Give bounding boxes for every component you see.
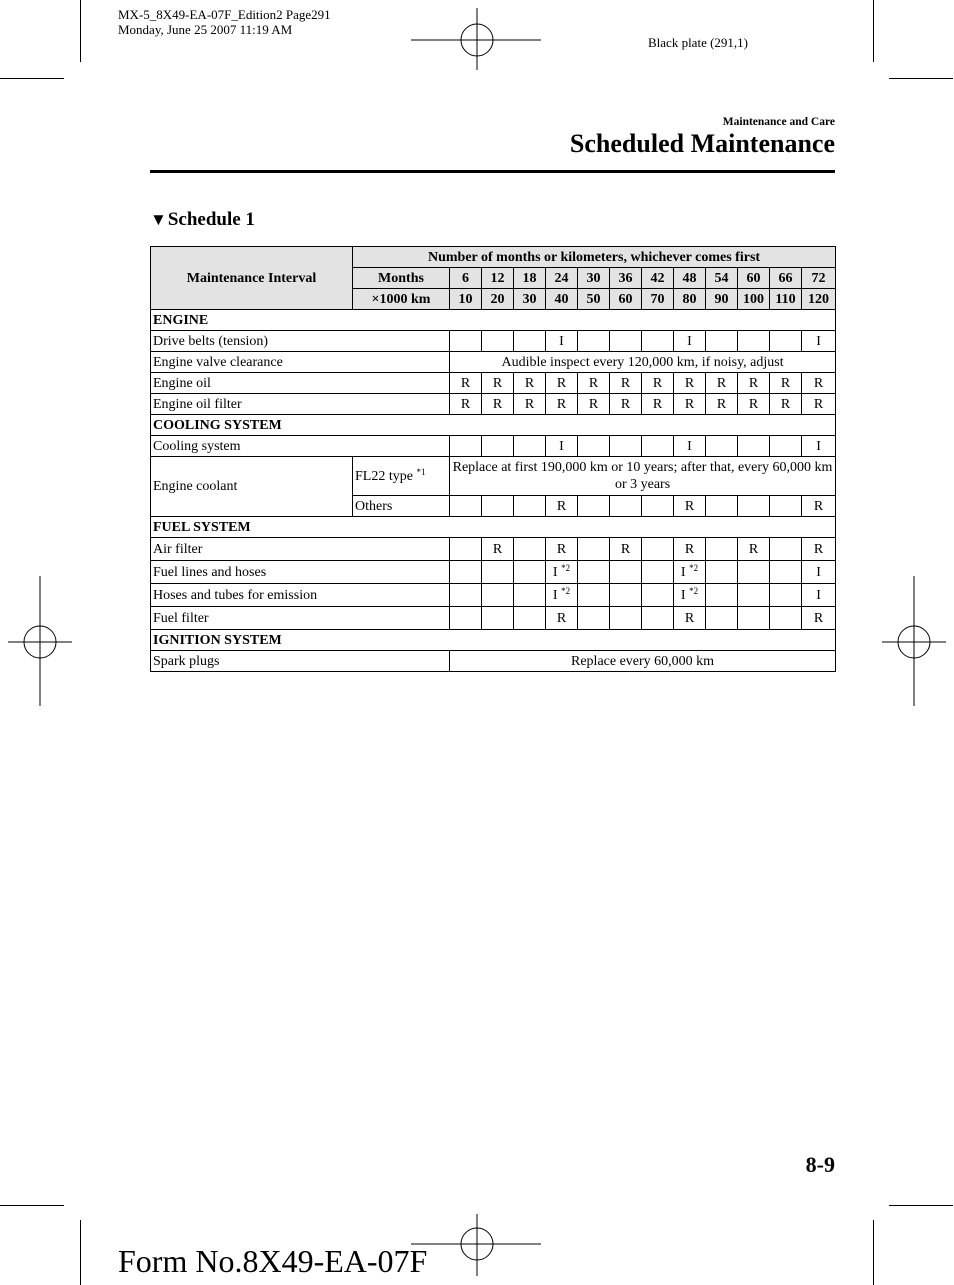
group-fuel: FUEL SYSTEM <box>151 517 836 538</box>
slug-plate: Black plate (291,1) <box>648 35 748 50</box>
group-ignition: IGNITION SYSTEM <box>151 630 836 651</box>
crop-mark <box>873 0 874 62</box>
group-row-cooling <box>151 415 836 436</box>
code-cell: R <box>802 373 836 394</box>
code-cell: R <box>738 373 770 394</box>
table-header-row <box>151 247 836 268</box>
page-title: Scheduled Maintenance <box>569 129 835 158</box>
group-row-engine <box>151 310 836 331</box>
fl22-label: FL22 type <box>355 468 413 484</box>
crop-mark <box>0 78 64 79</box>
table-row <box>151 373 836 394</box>
table-row <box>151 457 836 496</box>
code-cell: R <box>578 394 610 415</box>
section-label: Maintenance and Care <box>722 116 835 128</box>
code-cell: R <box>546 373 578 394</box>
item-cooling-system: Cooling system <box>151 436 450 457</box>
code-cell: I <box>546 331 578 352</box>
code-cell: I <box>802 584 836 607</box>
code-cell: R <box>610 394 642 415</box>
km-cell: 70 <box>642 289 674 310</box>
km-cell: 30 <box>514 289 546 310</box>
crop-mark <box>889 1205 953 1206</box>
code-cell: R <box>578 373 610 394</box>
schedule-heading <box>150 209 255 231</box>
table-row <box>151 651 836 672</box>
km-cell: 50 <box>578 289 610 310</box>
code-cell: R <box>738 394 770 415</box>
note-mark: *1 <box>416 466 426 477</box>
code-cell: R <box>546 496 578 517</box>
month-cell: 6 <box>450 268 482 289</box>
item-fuel-lines: Fuel lines and hoses <box>151 561 450 584</box>
slug-timestamp: Monday, June 25 2007 11:19 AM <box>118 22 293 37</box>
code-cell: R <box>610 373 642 394</box>
registration-mark-bottom <box>411 1214 543 1276</box>
table-row <box>151 331 836 352</box>
code-cell: R <box>610 538 642 561</box>
code-cell: R <box>482 373 514 394</box>
slug-filename: MX-5_8X49-EA-07F_Edition2 Page291 <box>118 7 331 22</box>
registration-mark-right <box>882 576 946 706</box>
code-cell: I $^{*2}$ <box>674 584 706 607</box>
interval-header: Maintenance Interval <box>151 247 353 310</box>
code-cell: I $^{*2}$ <box>546 584 578 607</box>
code-cell: R <box>770 373 802 394</box>
print-slug <box>118 7 331 37</box>
note-mark: *2 <box>561 585 571 596</box>
code-cell: R <box>706 394 738 415</box>
km-cell: 40 <box>546 289 578 310</box>
header-rule <box>150 170 835 173</box>
code-cell: R <box>706 373 738 394</box>
code-cell: I <box>546 436 578 457</box>
fl22-note: Replace at first 190,000 km or 10 years; after that, every 60,000 km or 3 years <box>450 457 836 496</box>
km-cell: 10 <box>450 289 482 310</box>
item-engine-oil-filter: Engine oil filter <box>151 394 450 415</box>
note-mark: *2 <box>689 562 699 573</box>
code-cell: I <box>802 331 836 352</box>
km-cell: 80 <box>674 289 706 310</box>
code-cell: R <box>450 394 482 415</box>
note-mark: *2 <box>561 562 571 573</box>
month-cell: 36 <box>610 268 642 289</box>
code-cell: I <box>674 436 706 457</box>
table-row <box>151 394 836 415</box>
item-hoses-emission: Hoses and tubes for emission <box>151 584 450 607</box>
code-cell: R <box>482 394 514 415</box>
month-cell: 18 <box>514 268 546 289</box>
km-cell: 120 <box>802 289 836 310</box>
item-valve-clearance: Engine valve clearance <box>151 352 450 373</box>
month-cell: 12 <box>482 268 514 289</box>
code-cell: R <box>738 538 770 561</box>
code-cell: R <box>674 394 706 415</box>
code-cell: R <box>546 538 578 561</box>
code-cell: I <box>802 436 836 457</box>
code-cell: R <box>802 607 836 630</box>
code-cell: R <box>482 538 514 561</box>
code-cell: R <box>514 373 546 394</box>
month-cell: 42 <box>642 268 674 289</box>
valve-clearance-note: Audible inspect every 120,000 km, if noisy, adjust <box>450 352 836 373</box>
code-cell: R <box>450 373 482 394</box>
crop-mark <box>889 78 953 79</box>
code-cell: R <box>546 607 578 630</box>
spark-plugs-note: Replace every 60,000 km <box>450 651 836 672</box>
table-row <box>151 436 836 457</box>
month-cell: 48 <box>674 268 706 289</box>
table-row <box>151 352 836 373</box>
km-cell: 20 <box>482 289 514 310</box>
code-cell: R <box>802 394 836 415</box>
code-cell: R <box>802 538 836 561</box>
group-cooling: COOLING SYSTEM <box>151 415 836 436</box>
item-engine-coolant: Engine coolant <box>151 457 353 517</box>
code-cell: R <box>802 496 836 517</box>
code-cell: R <box>674 607 706 630</box>
table-row <box>151 538 836 561</box>
item-fuel-filter: Fuel filter <box>151 607 450 630</box>
schedule-title: Schedule 1 <box>167 209 255 230</box>
month-cell: 60 <box>738 268 770 289</box>
registration-mark-top <box>411 8 543 70</box>
code-cell: R <box>674 496 706 517</box>
triangle-icon: ▼ <box>150 210 167 229</box>
coolant-others: Others <box>353 496 450 517</box>
item-engine-oil: Engine oil <box>151 373 450 394</box>
code-cell: I $^{*2}$ <box>674 561 706 584</box>
table-row <box>151 607 836 630</box>
code-cell: R <box>546 394 578 415</box>
km-cell: 110 <box>770 289 802 310</box>
km-cell: 100 <box>738 289 770 310</box>
month-cell: 66 <box>770 268 802 289</box>
code-cell: R <box>770 394 802 415</box>
form-number: Form No.8X49-EA-07F <box>118 1243 428 1279</box>
table-row <box>151 561 836 584</box>
code-cell: R <box>674 538 706 561</box>
month-cell: 30 <box>578 268 610 289</box>
crop-mark <box>80 1220 81 1285</box>
code-cell: R <box>642 373 674 394</box>
code-cell: R <box>514 394 546 415</box>
item-spark-plugs: Spark plugs <box>151 651 450 672</box>
code-cell: R <box>674 373 706 394</box>
table-row <box>151 584 836 607</box>
coolant-fl22 <box>353 457 450 496</box>
span-header: Number of months or kilometers, whichever comes first <box>353 247 836 268</box>
group-engine: ENGINE <box>151 310 836 331</box>
item-air-filter: Air filter <box>151 538 450 561</box>
item-drive-belts: Drive belts (tension) <box>151 331 450 352</box>
month-cell: 54 <box>706 268 738 289</box>
km-cell: 90 <box>706 289 738 310</box>
note-mark: *2 <box>689 585 699 596</box>
registration-mark-left <box>8 576 72 706</box>
km-label: ×1000 km <box>353 289 450 310</box>
group-row-ignition <box>151 630 836 651</box>
code-cell: I <box>802 561 836 584</box>
code-cell: I <box>674 331 706 352</box>
page-number: 8-9 <box>805 1152 835 1177</box>
crop-mark <box>873 1220 874 1285</box>
month-cell: 72 <box>802 268 836 289</box>
code-cell: R <box>642 394 674 415</box>
month-cell: 24 <box>546 268 578 289</box>
crop-mark <box>0 1205 64 1206</box>
months-label: Months <box>353 268 450 289</box>
km-cell: 60 <box>610 289 642 310</box>
maintenance-table <box>150 246 836 672</box>
crop-mark <box>80 0 81 62</box>
code-cell: I $^{*2}$ <box>546 561 578 584</box>
group-row-fuel <box>151 517 836 538</box>
